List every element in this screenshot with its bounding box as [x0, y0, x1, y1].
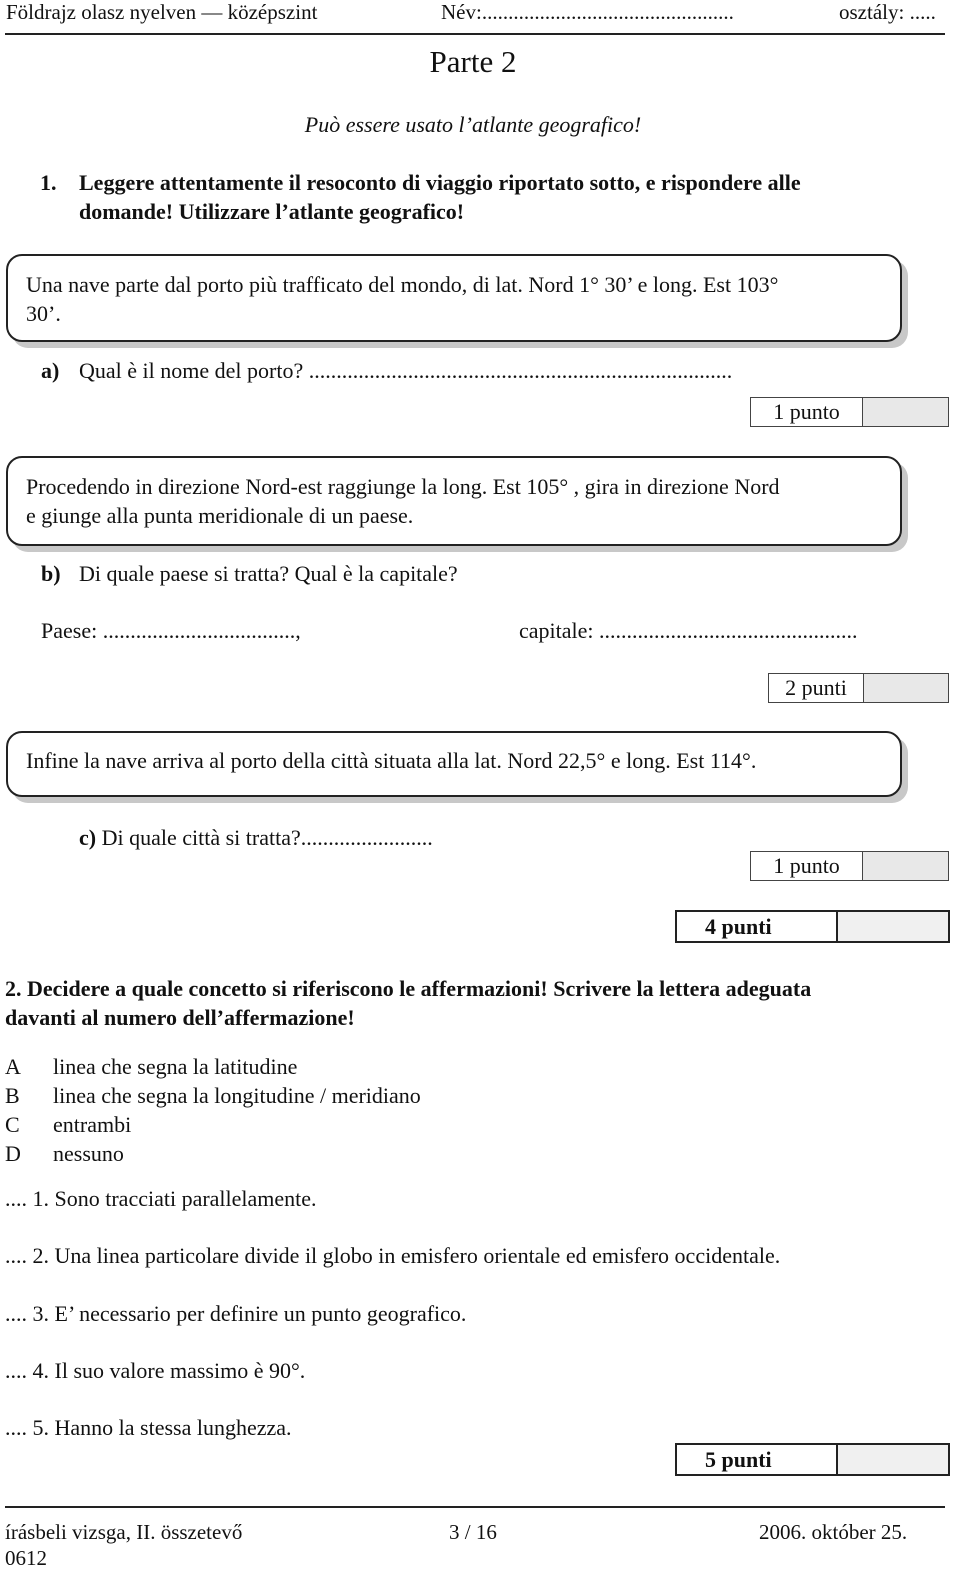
q1c-question [79, 825, 433, 851]
statement-5: .... 5. Hanno la stessa lunghezza. [5, 1415, 292, 1440]
q1b-question: Di quale paese si tratta? Qual è la capitale? [79, 561, 458, 586]
q1a-score-box [750, 397, 949, 427]
travel-box-1 [6, 254, 902, 342]
footer-rule [5, 1506, 945, 1508]
travel-box-3-line1: Infine la nave arriva al porto della città situata alla lat. Nord 22,5° e long. Est 114°. [26, 748, 757, 773]
header-class-label: osztály: ..... [839, 0, 936, 24]
q1-instruction-line2: domande! Utilizzare l’atlante geografico! [79, 199, 465, 224]
q2-total-score-label: 5 punti [677, 1445, 838, 1474]
option-letter: D [5, 1141, 21, 1166]
q1b-score-label: 2 punti [769, 674, 864, 702]
option-text: linea che segna la latitudine [53, 1054, 298, 1079]
statement-2: .... 2. Una linea particolare divide il globo in emisfero orientale ed emisfero occidentale. [5, 1243, 781, 1268]
q1a-score-field[interactable] [863, 398, 948, 426]
option-b [5, 1081, 421, 1110]
travel-box-1-line2: 30’. [26, 301, 61, 326]
travel-box-2-line1: Procedendo in direzione Nord-est raggiunge la long. Est 105° , gira in direzione Nord [26, 474, 780, 499]
q1-instruction-line1: Leggere attentamente il resoconto di viaggio riportato sotto, e rispondere alle [79, 170, 801, 195]
option-d [5, 1139, 421, 1168]
footer-page-number: 3 / 16 [449, 1520, 497, 1544]
q1c-text: Di quale città si tratta?........................ [101, 825, 433, 850]
q1a-label: a) [41, 358, 60, 383]
statement-4: .... 4. Il suo valore massimo è 90°. [5, 1358, 306, 1383]
option-c [5, 1110, 421, 1139]
header-rule [5, 33, 945, 35]
q1-total-score-field[interactable] [838, 912, 948, 941]
footer-code: 0612 [5, 1546, 47, 1570]
q2-options-list [5, 1052, 421, 1168]
q2-instruction-line1: 2. Decidere a quale concetto si riferiscono le affermazioni! Scrivere la lettera adeguata [5, 976, 812, 1001]
q2-instruction-line2: davanti al numero dell’affermazione! [5, 1005, 355, 1030]
q1a-question: Qual è il nome del porto? ............................................................................. [79, 358, 733, 383]
travel-box-2 [6, 456, 902, 546]
q1b-score-field[interactable] [864, 674, 948, 702]
q1a-score-label: 1 punto [751, 398, 863, 426]
q1b-capitale-answer: capitale: ............................................... [519, 618, 858, 643]
statement-3: .... 3. E’ necessario per definire un punto geografico. [5, 1301, 467, 1326]
q1-total-score-label: 4 punti [677, 912, 838, 941]
q1b-score-box [768, 673, 949, 703]
option-letter: A [5, 1054, 21, 1079]
header-subject: Földrajz olasz nyelven — középszint [6, 0, 318, 24]
q1c-score-field[interactable] [863, 852, 948, 880]
option-letter: C [5, 1112, 20, 1137]
option-text: nessuno [53, 1141, 124, 1166]
q1-number: 1. [40, 170, 57, 195]
travel-box-1-line1: Una nave parte dal porto più trafficato del mondo, di lat. Nord 1° 30’ e long. Est 103° [26, 272, 779, 297]
travel-box-3 [6, 731, 902, 797]
q2-total-score-field[interactable] [838, 1445, 948, 1474]
option-a [5, 1052, 421, 1081]
option-letter: B [5, 1083, 20, 1108]
footer-date: 2006. október 25. [759, 1520, 908, 1544]
q1-total-score-box [675, 910, 950, 943]
page-title: Parte 2 [429, 44, 517, 79]
page-subtitle: Può essere usato l’atlante geografico! [304, 112, 642, 137]
q1c-label: c) [79, 825, 97, 850]
q1b-paese-answer: Paese: ..................................., [41, 618, 301, 643]
statement-1: .... 1. Sono tracciati parallelamente. [5, 1186, 317, 1211]
q1c-score-box [750, 851, 949, 881]
q1c-score-label: 1 punto [751, 852, 863, 880]
q1b-label: b) [41, 561, 61, 586]
option-text: linea che segna la longitudine / meridiano [53, 1083, 421, 1108]
header-name-label: Név:................................................ [441, 0, 734, 24]
footer-exam: írásbeli vizsga, II. összetevő [5, 1520, 243, 1544]
q2-total-score-box [675, 1443, 950, 1476]
option-text: entrambi [53, 1112, 132, 1137]
travel-box-2-line2: e giunge alla punta meridionale di un paese. [26, 503, 414, 528]
